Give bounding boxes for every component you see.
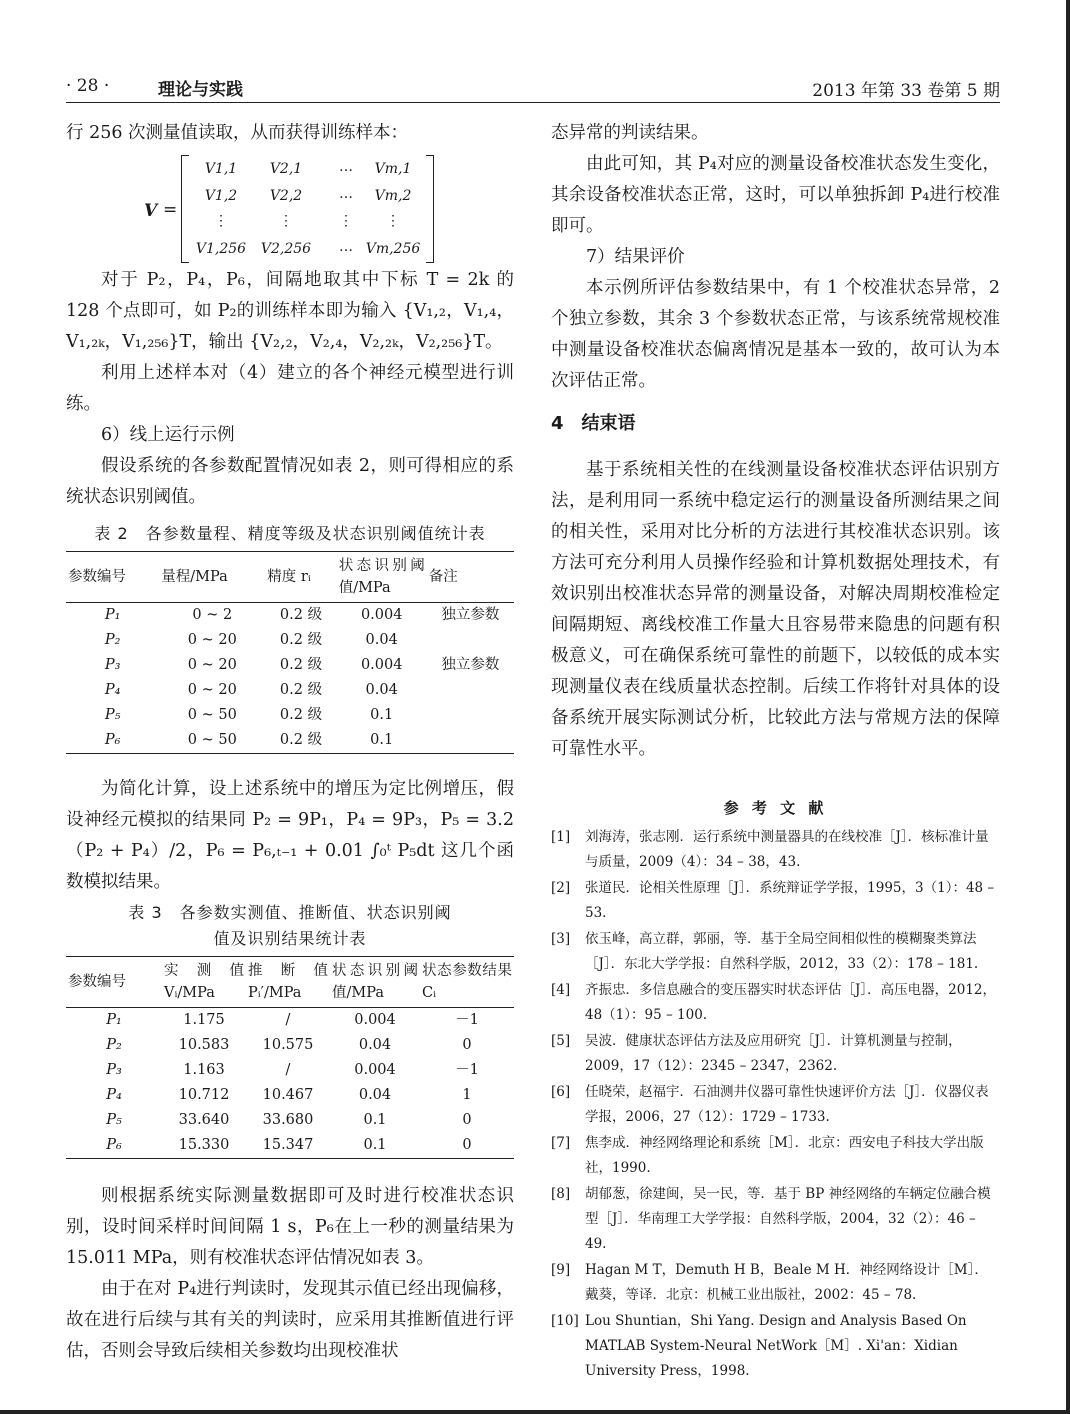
matrix-cell: V1,1 (204, 161, 238, 177)
matrix-cell: Vm,256 (365, 241, 421, 257)
table-cell: P₂ (106, 1037, 122, 1053)
paragraph: 则根据系统实际测量数据即可及时进行校准状态识别，设时间采样时间间隔 1 s，P₆在上一秒的测量结果为 15.011 MPa，则有校准状态评估情况如表 3。 (66, 1186, 514, 1268)
reference-text: 依玉峰，高立群，郭丽，等．基于全局空间相似性的模糊聚类算法［J］．东北大学学报：自然科学版，2012，33（2）：178 – 181. (585, 931, 979, 972)
table-cell: 0.1 (363, 1137, 387, 1153)
column-header: 状态识别阈值/MPa (337, 552, 427, 603)
column-header: 状态识别阈值/MPa (330, 957, 420, 1008)
table-cell: 0 ~ 20 (187, 682, 237, 698)
reference-number: [7] (551, 1135, 571, 1151)
reference-text: Lou Shuntian，Shi Yang. Design and Analysis Based On MATLAB System-Neural NetWork［M］. Xi'an：Xidian University Press，1998. (585, 1313, 967, 1379)
reference-number: [2] (551, 880, 571, 896)
table-row (66, 653, 514, 678)
table-row (66, 628, 514, 653)
table-cell: P₅ (104, 707, 121, 723)
reference-text: 胡郁葱，徐建闽，吴一民，等．基于 BP 神经网络的车辆定位融合模型［J］．华南理工大学学报：自然科学版，2004，32（2）：46 – 49. (585, 1186, 991, 1252)
table-cell: P₅ (106, 1112, 122, 1128)
table-cell: P₁ (104, 607, 121, 623)
table-cell: 0.004 (360, 607, 403, 623)
paragraph: 为简化计算，设上述系统中的增压为定比例增压，假设神经元模拟的结果同 P₂ = 9P₁，P₄ = 9P₃，P₅ = 3.2（P₂ + P₄）/2，P₆ = P₆,ₜ₋₁ + 0.01 ∫₀ᵗ P₅dt 这几个函数模拟结果。 (66, 779, 514, 892)
matrix-cell: Vm,1 (374, 161, 412, 177)
matrix-cell: Vm,2 (374, 188, 412, 204)
reference-item (551, 1029, 1000, 1079)
right-column (551, 118, 1000, 1385)
table-cell: P₃ (104, 657, 121, 673)
matrix-cell: ⋮ (279, 213, 293, 229)
reference-item (551, 1258, 1000, 1308)
table-2 (66, 551, 514, 754)
table-cell: 0.1 (363, 1112, 387, 1128)
table-caption: 值及识别结果统计表 (213, 929, 367, 948)
table-cell: 独立参数 (441, 607, 500, 623)
section-heading: 4 结束语 (551, 413, 636, 434)
column-header: 精度 rᵢ (265, 552, 336, 603)
paragraph: 基于系统相关性的在线测量设备校准状态评估识别方法，是利用同一系统中稳定运行的测量设备所测结果之间的相关性，采用对比分析的方法进行其校准状态识别。该方法可充分利用人员操作经验和计算机数据处理技术，有效识别出校准状态异常的测量设备，对解决周期校准检定间隔期短、离线校准工作量大且容易带来隐患的问题有积极意义，可在确保系统可靠性的前题下，以较低的成本实现测量仪表在线质量状态控制。后续工作将针对具体的设备系统开展实际测试分析，比较此方法与常规方法的保障可靠性水平。 (551, 460, 1000, 759)
matrix-cell: V1,256 (195, 241, 247, 257)
matrix-cell: … (339, 159, 353, 175)
table-cell: P₁ (106, 1012, 122, 1028)
reference-item (551, 978, 1000, 1028)
column-header: 实测值 Vᵢ/MPa (162, 957, 246, 1008)
equation-matrix (66, 151, 514, 265)
left-column (66, 118, 514, 1367)
table-cell: 0.2 级 (279, 682, 323, 698)
reference-item (551, 876, 1000, 926)
table-cell: －1 (455, 1062, 479, 1078)
table-cell: 0.2 级 (279, 707, 323, 723)
running-header (66, 72, 1000, 103)
reference-number: [9] (551, 1262, 571, 1278)
paragraph: 由于在对 P₄进行判读时，发现其示值已经出现偏移，故在进行后续与其有关的判读时，应采用其推断值进行评估，否则会导致后续相关参数均出现校准状 (66, 1279, 514, 1361)
table-cell: 0 (462, 1037, 472, 1053)
table-cell: 0.2 级 (279, 632, 323, 648)
table-cell: 0.004 (360, 657, 403, 673)
matrix-cell: ⋮ (386, 213, 400, 229)
matrix-cell: ⋮ (214, 213, 228, 229)
table-row (66, 1033, 514, 1058)
matrix-label: V (144, 201, 158, 221)
table-cell: 10.583 (178, 1037, 230, 1053)
reference-number: [4] (551, 982, 571, 998)
table-cell: 10.712 (178, 1087, 230, 1103)
matrix-cell: … (339, 186, 353, 202)
table-row (66, 678, 514, 703)
table-cell: 0 ~ 50 (187, 707, 237, 723)
table-cell: P₄ (106, 1087, 122, 1103)
table-cell: 0 ~ 50 (187, 732, 237, 748)
table-cell (427, 678, 514, 703)
table-cell: 独立参数 (441, 657, 500, 673)
table-row (66, 1058, 514, 1083)
issue-info: 2013 年第 33 卷第 5 期 (812, 81, 1000, 101)
table-cell: 0.004 (354, 1062, 396, 1078)
reference-text: 焦李成．神经网络理论和系统［M］．北京：西安电子科技大学出版社，1990. (585, 1135, 984, 1176)
table-cell: 10.467 (262, 1087, 314, 1103)
table-cell: P₃ (106, 1062, 122, 1078)
table-cell: 10.575 (262, 1037, 314, 1053)
subsection-heading: 6）线上运行示例 (101, 425, 235, 445)
matrix-cell: V2,1 (269, 161, 303, 177)
reference-item (551, 1080, 1000, 1130)
table-row (66, 1108, 514, 1133)
table-cell: P₄ (104, 682, 121, 698)
reference-text: 刘海涛，张志刚．运行系统中测量器具的在线校准［J］．核标准计量与质量，2009（4）：34 – 38，43. (585, 829, 989, 870)
column-header: 参数编号 (66, 552, 159, 603)
reference-list (551, 825, 1000, 1384)
column-header: 推断值 Pᵢ′/MPa (246, 957, 330, 1008)
table-row (66, 728, 514, 754)
table-cell (427, 703, 514, 728)
paragraph: 对于 P₂，P₄，P₆，间隔地取其中下标 T = 2k 的 128 个点即可，如 P₂的训练样本即为输入 {V₁,₂，V₁,₄，V₁,₂ₖ，V₁,₂₅₆}T，输出 {V₂,₂，V₂,₄，V₂,₂ₖ，V₂,₂₅₆}T。 (66, 270, 514, 352)
table-cell: / (285, 1062, 291, 1078)
table-cell: 0.2 级 (279, 607, 323, 623)
reference-text: 任晓荣，赵福宇．石油测井仪器可靠性快速评价方法［J］．仪器仪表学报，2006，27（12）：1729 – 1733. (585, 1084, 989, 1125)
column-header: 状态参数结果 Cᵢ (420, 957, 514, 1008)
table-cell: 33.640 (178, 1112, 230, 1128)
paragraph: 由此可知，其 P₄对应的测量设备校准状态发生变化，其余设备校准状态正常，这时，可以单独拆卸 P₄进行校准即可。 (551, 154, 1000, 236)
table-cell: 0.2 级 (279, 657, 323, 673)
table-cell: 0 ~ 2 (192, 607, 233, 623)
column-header: 备注 (427, 552, 514, 603)
subsection-heading: 7）结果评价 (586, 247, 685, 267)
reference-item (551, 1182, 1000, 1257)
reference-item (551, 1131, 1000, 1181)
column-header: 量程/MPa (159, 552, 265, 603)
table-row (66, 1008, 514, 1034)
table-cell: 0.004 (354, 1012, 396, 1028)
paragraph: 假设系统的各参数配置情况如表 2，则可得相应的系统状态识别阈值。 (66, 456, 514, 507)
reference-item (551, 927, 1000, 977)
table-cell: 15.330 (178, 1137, 230, 1153)
reference-text: 张道民．论相关性原理［J］．系统辩证学学报，1995，3（1）：48 – 53. (585, 880, 995, 921)
table-cell: 0.1 (370, 732, 394, 748)
matrix-cell: … (339, 239, 353, 255)
table-cell: 0.1 (370, 707, 394, 723)
table-row (66, 603, 514, 629)
references-title: 参 考 文 献 (723, 799, 828, 817)
table-cell: 0.2 级 (279, 732, 323, 748)
table-cell: 0.04 (365, 682, 398, 698)
matrix-cell: V2,2 (269, 188, 303, 204)
reference-number: [5] (551, 1033, 571, 1049)
table-cell: 33.680 (262, 1112, 314, 1128)
paragraph: 态异常的判读结果。 (551, 123, 709, 143)
table-cell: 15.347 (262, 1137, 314, 1153)
table-caption: 表 3 各参数实测值、推断值、状态识别阈 (128, 903, 452, 922)
table-cell (427, 728, 514, 754)
table-cell: P₂ (104, 632, 121, 648)
table-cell: 1.163 (183, 1062, 225, 1078)
equals-sign: = (163, 200, 178, 220)
reference-text: 齐振忠．多信息融合的变压器实时状态评估［J］．高压电器，2012，48（1）：95 – 100. (585, 982, 997, 1023)
table-row (66, 1133, 514, 1159)
table-cell: 0 ~ 20 (187, 657, 237, 673)
table-cell: P₆ (104, 732, 121, 748)
table-cell: 0.04 (365, 632, 398, 648)
table-cell: 0 ~ 20 (187, 632, 237, 648)
table-cell: 0 (462, 1112, 472, 1128)
reference-number: [10] (551, 1313, 579, 1329)
table-cell: 1 (462, 1087, 472, 1103)
table-cell: P₆ (106, 1137, 122, 1153)
reference-item (551, 1309, 1000, 1384)
table-3 (66, 956, 514, 1159)
paragraph: 本示例所评估参数结果中，有 1 个校准状态异常，2 个独立参数，其余 3 个参数状态正常，与该系统常规校准中测量设备校准状态偏离情况是基本一致的，故可认为本次评估正常。 (551, 278, 1000, 391)
table-cell: －1 (455, 1012, 479, 1028)
table-row (66, 703, 514, 728)
paragraph: 行 256 次测量值读取，从而获得训练样本： (66, 123, 409, 143)
table-cell: 1.175 (183, 1012, 225, 1028)
page-number: · 28 · (66, 76, 110, 96)
table-cell (427, 628, 514, 653)
reference-number: [1] (551, 829, 571, 845)
reference-item (551, 825, 1000, 875)
journal-section: 理论与实践 (158, 80, 243, 100)
paragraph: 利用上述样本对（4）建立的各个神经元模型进行训练。 (66, 363, 514, 414)
table-caption: 表 2 各参数量程、精度等级及状态识别阈值统计表 (94, 524, 486, 543)
table-cell: / (285, 1012, 291, 1028)
reference-number: [8] (551, 1186, 571, 1202)
table-cell: 0.04 (358, 1037, 392, 1053)
column-header: 参数编号 (66, 957, 162, 1008)
table-row (66, 1083, 514, 1108)
table-cell: 0 (462, 1137, 472, 1153)
reference-text: 吴波．健康状态评估方法及应用研究［J］．计算机测量与控制，2009，17（12）：2345 – 2347，2362. (585, 1033, 962, 1074)
reference-number: [3] (551, 931, 571, 947)
reference-text: Hagan M T，Demuth H B，Beale M H．神经网络设计［M］．戴葵，等译．北京：机械工业出版社，2002：45 – 78. (585, 1262, 988, 1303)
matrix-cell: ⋮ (339, 213, 353, 229)
table-cell: 0.04 (358, 1087, 392, 1103)
reference-number: [6] (551, 1084, 571, 1100)
matrix-cell: V2,256 (260, 241, 312, 257)
matrix-cell: V1,2 (204, 188, 238, 204)
